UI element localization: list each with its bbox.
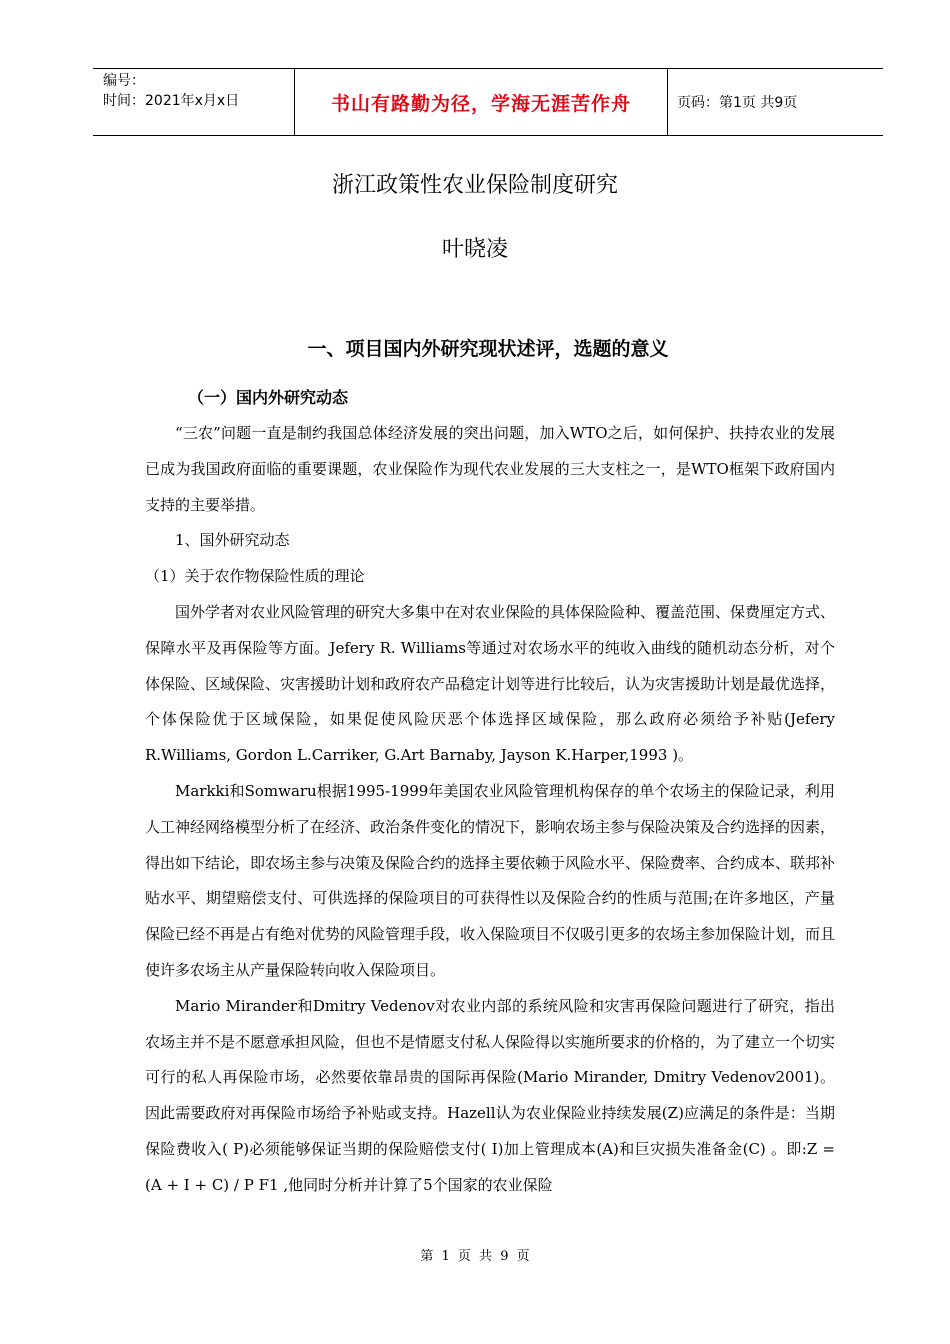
header-motto: 书山有路勤为径，学海无涯苦作舟	[295, 69, 668, 135]
document-header	[93, 68, 883, 136]
document-title: 浙江政策性农业保险制度研究	[331, 173, 618, 198]
document-author: 叶晓凌	[441, 237, 508, 262]
paragraph-heading: 1、国外研究动态	[175, 531, 290, 550]
header-page-info: 页码：第1页 共9页	[677, 95, 798, 111]
number-label: 编号：	[103, 73, 145, 89]
time-label: 时间：2021年x月x日	[103, 93, 240, 109]
paragraph: “三农”问题一直是制约我国总体经济发展的突出问题，加入WTO之后，如何保护、扶持农业的发展已成为我国政府面临的重要课题，农业保险作为现代农业发展的三大支柱之一，是WTO框架下政府国内支持的主要举措。	[145, 424, 835, 514]
paragraph: Mario Mirander和Dmitry Vedenov对农业内部的系统风险和灾害再保险问题进行了研究，指出农场主并不是不愿意承担风险，但也不是情愿支付私人保险得以实施所要求的价格的，为了建立一个切实可行的私人再保险市场，必然要依靠昂贵的国际再保险(Mario Mirander, Dmitry Vedenov2001)。因此需要政府对再保险市场给予补贴或支持。Hazell认为农业保险业持续发展(Z)应满足的条件是：当期保险费收入( P)必须能够保证当期的保险赔偿支付( I)加上管理成本(A)和巨灾损失准备金(C) 。即:Z = (A + I + C) / P F1 ,他同时分析并计算了5个国家的农业保险	[145, 996, 836, 1194]
page-footer: 第 1 页 共 9 页	[420, 1249, 530, 1264]
body-text	[145, 416, 835, 1204]
section-heading: 一、项目国内外研究现状述评，选题的意义	[307, 338, 669, 360]
paragraph: Markki和Somwaru根据1995-1999年美国农业风险管理机构保存的单个农场主的保险记录，利用人工神经网络模型分析了在经济、政治条件变化的情况下，影响农场主参与保险决策及合约选择的因素，得出如下结论，即农场主参与决策及保险合约的选择主要依赖于风险水平、保险费率、合约成本、联邦补贴水平、期望赔偿支付、可供选择的保险项目的可获得性以及保险合约的性质与范围;在许多地区，产量保险已经不再是占有绝对优势的风险管理手段，收入保险项目不仅吸引更多的农场主参加保险计划，而且使许多农场主从产量保险转向收入保险项目。	[145, 781, 836, 979]
header-meta	[93, 69, 295, 135]
paragraph-heading: （1）关于农作物保险性质的理论	[145, 567, 365, 586]
sub-heading: （一）国内外研究动态	[188, 388, 349, 407]
paragraph: 国外学者对农业风险管理的研究大多集中在对农业保险的具体保险险种、覆盖范围、保费厘定方式、保障水平及再保险等方面。Jefery R. Williams等通过对农场水平的纯收入曲线的随机动态分析，对个体保险、区域保险、灾害援助计划和政府农产品稳定计划等进行比较后，认为灾害援助计划是最优选择，个体保险优于区域保险，如果促使风险厌恶个体选择区域保险，那么政府必须给予补贴(Jefery R.Williams, Gordon L.Carriker, G.Art Barnaby, Jayson K.Harper,1993 )。	[145, 602, 836, 765]
